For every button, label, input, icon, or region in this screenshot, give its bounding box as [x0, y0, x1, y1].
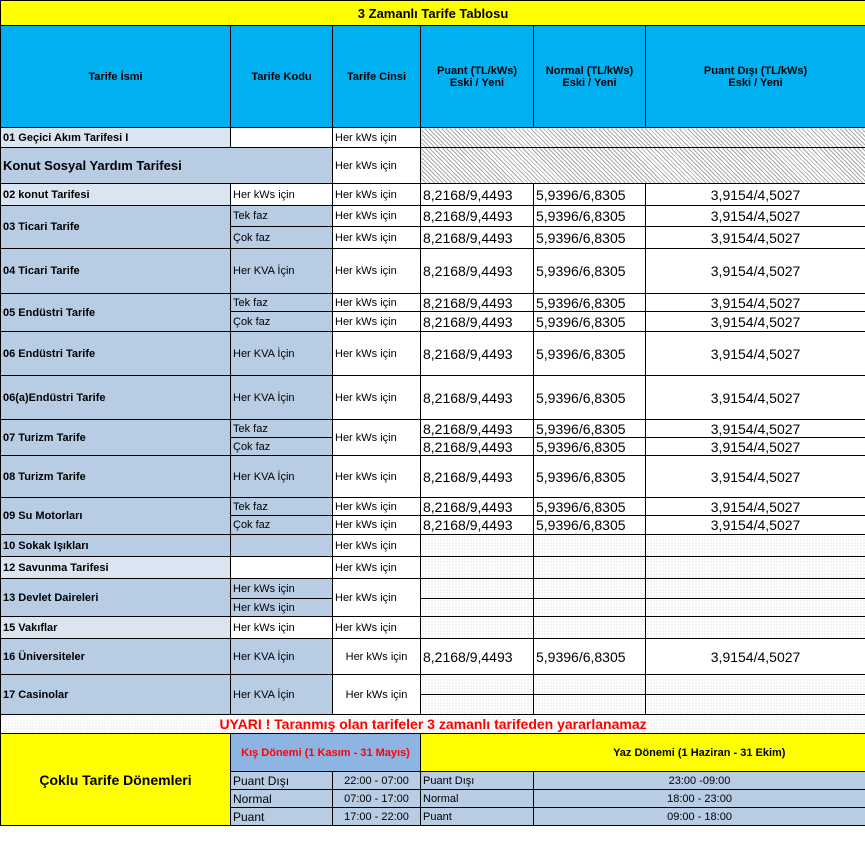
- table-row: [1, 148, 865, 184]
- tariff-type: Her kWs için: [333, 557, 421, 579]
- puant-value: 8,2168/9,4493: [421, 639, 534, 675]
- header-puant-disi-unit: Puant Dışı (TL/kWs): [703, 64, 808, 77]
- table-row: [1, 535, 865, 557]
- tariff-code: Çok faz: [231, 227, 333, 249]
- puant-value: 8,2168/9,4493: [421, 312, 534, 332]
- puant-disi-value: 3,9154/4,5027: [646, 249, 865, 294]
- normal-value: 5,9396/6,8305: [534, 438, 646, 456]
- puant-value: 8,2168/9,4493: [421, 516, 534, 535]
- table-title: 3 Zamanlı Tarife Tablosu: [1, 1, 865, 26]
- header-puant-disi: [646, 26, 865, 128]
- tariff-name: 05 Endüstri Tarife: [1, 294, 231, 332]
- tariff-code: Tek faz: [231, 206, 333, 227]
- hatched-cell: [534, 675, 646, 695]
- tariff-type: Her kWs için: [333, 535, 421, 557]
- puant-value: 8,2168/9,4493: [421, 206, 534, 227]
- header-normal: [534, 26, 646, 128]
- puant-disi-value: 3,9154/4,5027: [646, 438, 865, 456]
- header-normal-sub: Eski / Yeni: [562, 76, 617, 89]
- puant-disi-value: 3,9154/4,5027: [646, 294, 865, 312]
- tariff-type: Her kWs için: [333, 294, 421, 312]
- tariff-code: Her KVA İçin: [231, 456, 333, 498]
- tariff-code: Tek faz: [231, 498, 333, 516]
- normal-value: 5,9396/6,8305: [534, 516, 646, 535]
- summer-period-time: 23:00 -09:00: [534, 772, 865, 790]
- hatched-cell: [421, 617, 534, 639]
- table-row: [1, 184, 865, 206]
- hatched-cell: [534, 557, 646, 579]
- table-row: [1, 557, 865, 579]
- table-row: [1, 498, 865, 516]
- tariff-code: [231, 557, 333, 579]
- tariff-name: 09 Su Motorları: [1, 498, 231, 535]
- tariff-type: Her kWs için: [333, 332, 421, 376]
- tariff-code: Her kWs için: [231, 617, 333, 639]
- tariff-type: Her kWs için: [333, 128, 421, 148]
- puant-disi-value: 3,9154/4,5027: [646, 639, 865, 675]
- table-row: [1, 206, 865, 227]
- hatched-cell: [534, 599, 646, 617]
- normal-value: 5,9396/6,8305: [534, 312, 646, 332]
- tariff-name: 07 Turizm Tarife: [1, 420, 231, 456]
- puant-disi-value: 3,9154/4,5027: [646, 420, 865, 438]
- normal-value: 5,9396/6,8305: [534, 639, 646, 675]
- table-row: [1, 376, 865, 420]
- hatched-cell: [421, 579, 534, 599]
- puant-disi-value: 3,9154/4,5027: [646, 516, 865, 535]
- tariff-type: Her kWs için: [333, 498, 421, 516]
- table-row: [1, 420, 865, 438]
- winter-period-time: 17:00 - 22:00: [333, 808, 421, 826]
- normal-value: 5,9396/6,8305: [534, 498, 646, 516]
- tariff-type: Her kWs için: [333, 456, 421, 498]
- warning-text: UYARI ! Taranmış olan tarifeler 3 zamanlı tarifeden yararlanamaz: [1, 715, 865, 734]
- tariff-type: Her kWs için: [333, 420, 421, 456]
- header-tarife-ismi: Tarife İsmi: [1, 26, 231, 128]
- normal-value: 5,9396/6,8305: [534, 420, 646, 438]
- summer-period-name: Puant Dışı: [421, 772, 534, 790]
- tariff-type: Her kWs için: [333, 148, 421, 184]
- tariff-code: Her KVA İçin: [231, 639, 333, 675]
- puant-disi-value: 3,9154/4,5027: [646, 498, 865, 516]
- puant-disi-value: 3,9154/4,5027: [646, 227, 865, 249]
- tariff-code: Her kWs için: [231, 599, 333, 617]
- table-row: [1, 128, 865, 148]
- normal-value: 5,9396/6,8305: [534, 206, 646, 227]
- puant-value: 8,2168/9,4493: [421, 438, 534, 456]
- normal-value: 5,9396/6,8305: [534, 249, 646, 294]
- normal-value: 5,9396/6,8305: [534, 227, 646, 249]
- table-row: [1, 456, 865, 498]
- winter-period-time: 07:00 - 17:00: [333, 790, 421, 808]
- tariff-name: 02 konut Tarifesi: [1, 184, 231, 206]
- summer-period-label: Yaz Dönemi (1 Haziran - 31 Ekim): [534, 734, 865, 772]
- tariff-type: Her kWs için: [333, 249, 421, 294]
- winter-period-name: Normal: [231, 790, 333, 808]
- tariff-type: Her kWs için: [333, 227, 421, 249]
- tariff-type: Her kWs için: [333, 579, 421, 617]
- puant-value: 8,2168/9,4493: [421, 498, 534, 516]
- winter-period-name: Puant Dışı: [231, 772, 333, 790]
- header-puant: [421, 26, 534, 128]
- puant-value: 8,2168/9,4493: [421, 376, 534, 420]
- tariff-name: 15 Vakıflar: [1, 617, 231, 639]
- tariff-type: Her kWs için: [333, 376, 421, 420]
- tariff-name: 17 Casinolar: [1, 675, 231, 715]
- hatched-cell: [421, 128, 865, 148]
- summer-period-spacer: [421, 734, 534, 772]
- tariff-code: Her KVA İçin: [231, 332, 333, 376]
- hatched-cell: [534, 535, 646, 557]
- tariff-code: [231, 128, 333, 148]
- puant-value: 8,2168/9,4493: [421, 420, 534, 438]
- tariff-type: Her kWs için: [333, 184, 421, 206]
- hatched-cell: [646, 579, 865, 599]
- puant-value: 8,2168/9,4493: [421, 227, 534, 249]
- hatched-cell: [421, 675, 534, 695]
- header-puant-unit: Puant (TL/kWs): [436, 64, 518, 77]
- tariff-type: Her kWs için: [333, 516, 421, 535]
- hatched-cell: [646, 599, 865, 617]
- puant-value: 8,2168/9,4493: [421, 456, 534, 498]
- periods-header-row: [1, 734, 865, 772]
- tariff-code: Çok faz: [231, 516, 333, 535]
- hatched-cell: [421, 695, 534, 715]
- normal-value: 5,9396/6,8305: [534, 294, 646, 312]
- summer-period-name: Puant: [421, 808, 534, 826]
- table-row: [1, 249, 865, 294]
- tariff-name: 03 Ticari Tarife: [1, 206, 231, 249]
- tariff-name: 10 Sokak Işıkları: [1, 535, 231, 557]
- tariff-type: Her kWs için: [333, 639, 421, 675]
- puant-disi-value: 3,9154/4,5027: [646, 456, 865, 498]
- puant-value: 8,2168/9,4493: [421, 332, 534, 376]
- normal-value: 5,9396/6,8305: [534, 332, 646, 376]
- tariff-name: 12 Savunma Tarifesi: [1, 557, 231, 579]
- hatched-cell: [421, 599, 534, 617]
- hatched-cell: [646, 617, 865, 639]
- normal-value: 5,9396/6,8305: [534, 456, 646, 498]
- hatched-cell: [646, 557, 865, 579]
- tariff-code: Çok faz: [231, 312, 333, 332]
- tariff-type: Her kWs için: [333, 675, 421, 715]
- tariff-code: Tek faz: [231, 294, 333, 312]
- tariff-name: 04 Ticari Tarife: [1, 249, 231, 294]
- table-row: [1, 332, 865, 376]
- winter-period-label: Kış Dönemi (1 Kasım - 31 Mayıs): [231, 734, 421, 772]
- table-row: [1, 675, 865, 695]
- tariff-code: Tek faz: [231, 420, 333, 438]
- tariff-name: 06(a)Endüstri Tarife: [1, 376, 231, 420]
- puant-disi-value: 3,9154/4,5027: [646, 184, 865, 206]
- tariff-type: Her kWs için: [333, 206, 421, 227]
- hatched-cell: [646, 535, 865, 557]
- puant-disi-value: 3,9154/4,5027: [646, 376, 865, 420]
- hatched-cell: [534, 617, 646, 639]
- hatched-cell: [421, 557, 534, 579]
- tariff-name: 01 Geçici Akım Tarifesi I: [1, 128, 231, 148]
- tariff-code: Çok faz: [231, 438, 333, 456]
- tariff-type: Her kWs için: [333, 617, 421, 639]
- tariff-type: Her kWs için: [333, 312, 421, 332]
- table-row: [1, 294, 865, 312]
- normal-value: 5,9396/6,8305: [534, 184, 646, 206]
- hatched-cell: [421, 148, 865, 184]
- header-puant-disi-sub: Eski / Yeni: [728, 76, 783, 89]
- hatched-cell: [421, 535, 534, 557]
- tariff-name: Konut Sosyal Yardım Tarifesi: [1, 148, 333, 184]
- summer-period-name: Normal: [421, 790, 534, 808]
- puant-value: 8,2168/9,4493: [421, 184, 534, 206]
- table-row: [1, 579, 865, 599]
- tariff-code: Her kWs için: [231, 184, 333, 206]
- header-tarife-kodu: Tarife Kodu: [231, 26, 333, 128]
- tariff-code: [231, 535, 333, 557]
- tariff-name: 13 Devlet Daireleri: [1, 579, 231, 617]
- normal-value: 5,9396/6,8305: [534, 376, 646, 420]
- tariff-name: 06 Endüstri Tarife: [1, 332, 231, 376]
- winter-period-time: 22:00 - 07:00: [333, 772, 421, 790]
- puant-value: 8,2168/9,4493: [421, 294, 534, 312]
- summer-period-time: 18:00 - 23:00: [534, 790, 865, 808]
- periods-title: Çoklu Tarife Dönemleri: [1, 734, 231, 826]
- tariff-code: Her KVA İçin: [231, 675, 333, 715]
- hatched-cell: [646, 675, 865, 695]
- hatched-cell: [646, 695, 865, 715]
- puant-disi-value: 3,9154/4,5027: [646, 312, 865, 332]
- puant-disi-value: 3,9154/4,5027: [646, 332, 865, 376]
- puant-disi-value: 3,9154/4,5027: [646, 206, 865, 227]
- tariff-code: Her kWs için: [231, 579, 333, 599]
- hatched-cell: [534, 695, 646, 715]
- summer-period-time: 09:00 - 18:00: [534, 808, 865, 826]
- header-tarife-cinsi: Tarife Cinsi: [333, 26, 421, 128]
- tariff-name: 16 Üniversiteler: [1, 639, 231, 675]
- header-row: [1, 26, 865, 128]
- tariff-name: 08 Turizm Tarife: [1, 456, 231, 498]
- table-row: [1, 617, 865, 639]
- header-puant-sub: Eski / Yeni: [449, 76, 505, 89]
- tariff-code: Her KVA İçin: [231, 249, 333, 294]
- header-normal-unit: Normal (TL/kWs): [545, 64, 634, 77]
- hatched-cell: [534, 579, 646, 599]
- puant-value: 8,2168/9,4493: [421, 249, 534, 294]
- tariff-code: Her KVA İçin: [231, 376, 333, 420]
- table-row: [1, 639, 865, 675]
- winter-period-name: Puant: [231, 808, 333, 826]
